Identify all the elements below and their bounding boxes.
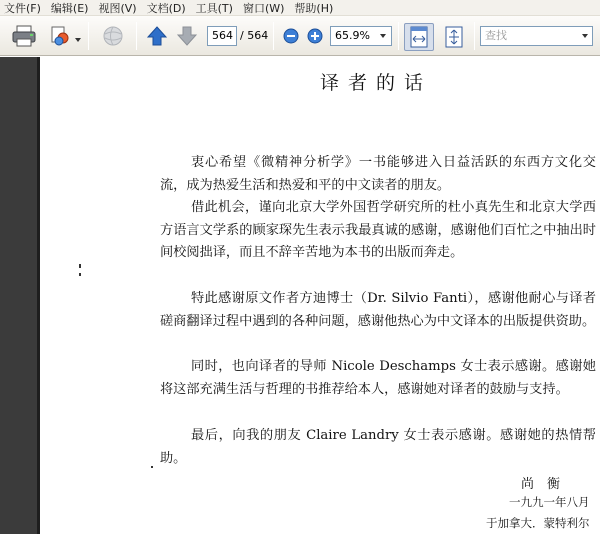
paragraph: 最后，向我的朋友 Claire Landry 女士表示感谢。感谢她的热情帮助。 (160, 428, 596, 466)
collaborate-button[interactable] (48, 24, 72, 48)
collaborate-dropdown-icon[interactable] (75, 38, 81, 42)
signature-place: 于加拿大．蒙特利尔 (486, 516, 590, 530)
navigation-pane (0, 57, 40, 534)
menu-file[interactable]: 文件(F) (4, 1, 41, 15)
signature-name: 尚 衡 (521, 477, 561, 492)
menu-view[interactable]: 视图(V) (98, 1, 137, 15)
zoom-level-value: 65.9% (335, 29, 370, 42)
plus-circle-icon (307, 28, 323, 44)
next-page-button[interactable] (176, 25, 198, 47)
zoom-dropdown-icon[interactable] (380, 34, 386, 38)
scan-speck (79, 273, 81, 276)
minus-circle-icon (283, 28, 299, 44)
page-title: 译者的话 (320, 72, 433, 94)
globe-icon (101, 25, 125, 47)
print-button[interactable] (10, 24, 38, 48)
menu-bar (0, 0, 600, 16)
menu-window[interactable]: 窗口(W) (242, 1, 285, 15)
review-icon (49, 25, 71, 47)
page-number-field[interactable]: 564 (207, 26, 237, 46)
menu-document[interactable]: 文档(D) (146, 1, 186, 15)
disabled-tool-button[interactable] (100, 24, 126, 48)
zoom-in-button[interactable] (306, 27, 324, 45)
paragraph: 特此感谢原文作者方迪博士（Dr. Silvio Fanti），感谢他耐心与译者磋商翻译过程中遇到的各种问题，感谢他热心为中文译本的出版提供资助。 (160, 291, 596, 329)
scan-speck (151, 466, 153, 468)
paragraph: 借此机会，谨向北京大学外国哲学研究所的杜小真先生和北京大学西方语言文学系的顾家琛先生表示我最真诚的感谢，感谢他们百忙之中抽出时间校阅拙译，而且不辞辛苦地为本书的出版而奔走。 (160, 200, 596, 261)
paragraph: 同时，也向译者的导师 Nicole Deschamps 女士表示感谢。感谢她将这部充满生活与哲理的书推荐给本人，感谢她对译者的鼓励与支持。 (160, 359, 596, 397)
printer-icon (11, 25, 37, 47)
search-input[interactable] (480, 26, 593, 46)
search-dropdown-icon[interactable] (582, 34, 588, 38)
menu-edit[interactable]: 编辑(E) (50, 1, 89, 15)
fit-width-icon (409, 26, 429, 48)
scan-speck (79, 264, 81, 268)
arrow-up-icon (147, 26, 167, 46)
fit-page-icon (444, 26, 464, 48)
toolbar (0, 16, 600, 56)
menu-tools[interactable]: 工具(T) (195, 1, 233, 15)
fit-width-button[interactable] (404, 23, 434, 51)
signature-date: 一九九一年八月 (509, 495, 590, 509)
previous-page-button[interactable] (146, 25, 168, 47)
paragraph: 衷心希望《微精神分析学》一书能够进入日益活跃的东西方文化交流，成为热爱生活和热爱和平的中文读者的朋友。 (160, 155, 596, 193)
menu-help[interactable]: 帮助(H) (294, 1, 334, 15)
search-placeholder: 查找 (485, 29, 507, 42)
page-total-label: / 564 (240, 29, 269, 42)
arrow-down-icon (177, 26, 197, 46)
fit-page-button[interactable] (440, 23, 468, 51)
zoom-out-button[interactable] (282, 27, 300, 45)
